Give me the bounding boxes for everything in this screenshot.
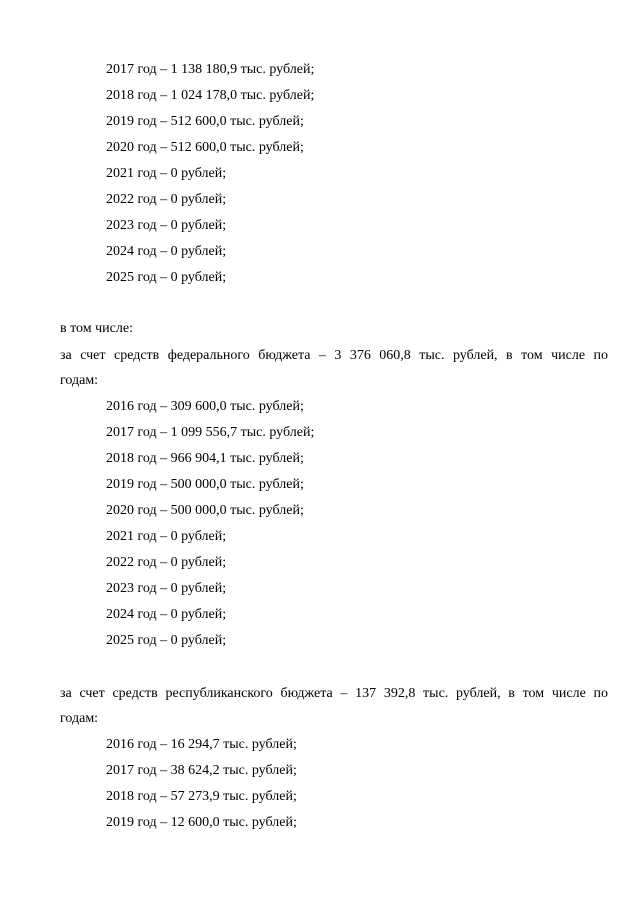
federal-item-2022: 2022 год – 0 рублей;	[106, 555, 227, 570]
federal-item-2017: 2017 год – 1 099 556,7 тыс. рублей;	[106, 425, 315, 440]
republic-heading: за счет средств республиканского бюджета – 137 392,8 тыс. рублей, в том числе по	[60, 686, 608, 701]
federal-item-2020: 2020 год – 500 000,0 тыс. рублей;	[106, 503, 304, 518]
block1-item-2017: 2017 год – 1 138 180,9 тыс. рублей;	[106, 62, 315, 77]
block1-item-2024: 2024 год – 0 рублей;	[106, 244, 227, 259]
federal-item-2016: 2016 год – 309 600,0 тыс. рублей;	[106, 399, 304, 414]
republic-item-2019: 2019 год – 12 600,0 тыс. рублей;	[106, 815, 297, 830]
republic-item-2017: 2017 год – 38 624,2 тыс. рублей;	[106, 763, 297, 778]
federal-item-2025: 2025 год – 0 рублей;	[106, 633, 227, 648]
block1-item-2019: 2019 год – 512 600,0 тыс. рублей;	[106, 114, 304, 129]
block1-item-2020: 2020 год – 512 600,0 тыс. рублей;	[106, 140, 304, 155]
republic-item-2018: 2018 год – 57 273,9 тыс. рублей;	[106, 789, 297, 804]
federal-item-2023: 2023 год – 0 рублей;	[106, 581, 227, 596]
block1-item-2021: 2021 год – 0 рублей;	[106, 166, 227, 181]
federal-item-2019: 2019 год – 500 000,0 тыс. рублей;	[106, 477, 304, 492]
federal-item-2018: 2018 год – 966 904,1 тыс. рублей;	[106, 451, 304, 466]
block1-item-2025: 2025 год – 0 рублей;	[106, 270, 227, 285]
federal-heading-cont: годам:	[60, 373, 99, 388]
republic-heading-cont: годам:	[60, 711, 99, 726]
federal-heading: за счет средств федерального бюджета – 3 376 060,8 тыс. рублей, в том числе по	[60, 348, 608, 363]
federal-item-2024: 2024 год – 0 рублей;	[106, 607, 227, 622]
republic-item-2016: 2016 год – 16 294,7 тыс. рублей;	[106, 737, 297, 752]
block1-item-2018: 2018 год – 1 024 178,0 тыс. рублей;	[106, 88, 315, 103]
block1-item-2022: 2022 год – 0 рублей;	[106, 192, 227, 207]
block1-item-2023: 2023 год – 0 рублей;	[106, 218, 227, 233]
federal-item-2021: 2021 год – 0 рублей;	[106, 529, 227, 544]
intro-text: в том числе:	[60, 321, 133, 336]
